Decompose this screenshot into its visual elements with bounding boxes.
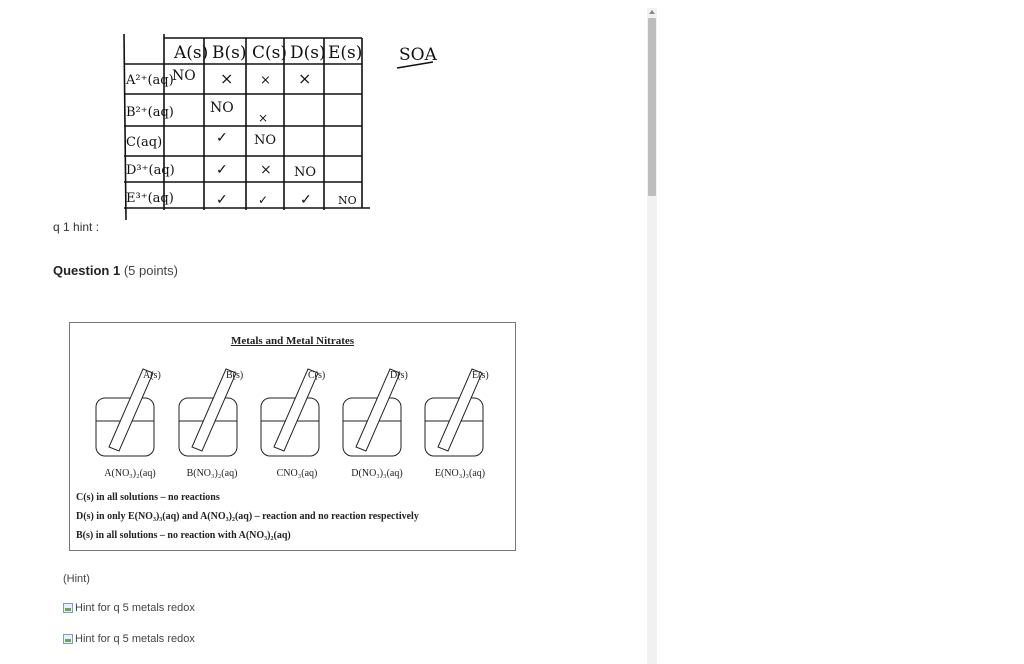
scrollbar-thumb[interactable] [648,18,656,196]
soa-note [395,38,445,78]
statement-2: D(s) in only E(NO₃)₃(aq) and A(NO₃)₂(aq) – reaction and no reaction respectively [76,511,419,522]
row-header-d: D³⁺(aq) [126,163,175,178]
vertical-scrollbar[interactable] [647,8,657,664]
row-header-a: A²⁺(aq) [126,73,174,88]
metal-strip [438,369,482,451]
statement-3: B(s) in all solutions – no reaction with A(NO₃)₂(aq) [76,530,291,541]
hint-image-2 [63,633,195,645]
cell: NO [338,194,357,207]
col-header-a: A(s) [174,43,209,63]
hint-label: q 1 hint : [53,220,100,234]
metal-label: D(s) [390,370,408,381]
col-header-c: C(s) [252,43,287,63]
soa-note-text: SOA [399,45,437,65]
scroll-up-arrow-icon[interactable] [649,10,655,14]
col-header-d: D(s) [290,43,326,63]
solution-label-e: E(NO₃)₃(aq) [434,468,486,479]
cell: ✓ [300,192,312,208]
hint-image-1 [63,602,195,614]
cell: NO [210,100,234,116]
question-title [53,263,178,278]
solution-label-c: CNO₃(aq) [276,468,318,479]
col-header-e: E(s) [328,43,363,63]
cell: × [258,111,269,125]
row-header-b: B²⁺(aq) [126,105,174,120]
figure-title: Metals and Metal Nitrates [230,335,355,347]
cell: × [260,73,271,88]
cell: ✓ [216,162,228,178]
hint-text: (Hint) [63,573,90,585]
cell: NO [172,68,196,84]
cell: × [220,69,234,88]
solution-label-a: A(NO₃)₂(aq) [104,468,156,479]
solution-label-d: D(NO₃)₃(aq) [351,468,403,479]
metal-strip [274,369,318,451]
broken-image-icon [63,634,73,644]
cell: × [298,69,312,88]
row-header-c: C(aq) [126,135,163,150]
metal-label: C(s) [308,370,326,381]
cell: ✓ [258,193,269,207]
question-number: Question 1 [53,263,121,278]
cell: NO [254,133,277,148]
beakers-diagram [70,323,517,463]
handwritten-reactivity-table [112,30,372,225]
metal-label: E(s) [472,370,489,381]
cell: NO [294,165,317,180]
question-figure [69,322,516,551]
hint-image-alt: Hint for q 5 metals redox [75,633,195,645]
hint-image-alt: Hint for q 5 metals redox [75,602,195,614]
metal-strip [356,369,400,451]
broken-image-icon [63,603,73,613]
metal-label: B(s) [226,370,244,381]
question-points: (5 points) [123,263,179,278]
cell: ✓ [216,192,228,208]
cell: ✓ [216,130,228,146]
solution-label-b: B(NO₃)₂(aq) [186,468,238,479]
col-header-b: B(s) [212,43,247,63]
metal-strip [109,369,153,451]
statement-1: C(s) in all solutions – no reactions [76,492,220,503]
row-header-e: E³⁺(aq) [126,191,174,206]
cell: × [260,162,272,178]
metal-label: A(s) [143,370,161,381]
metal-strip [192,369,236,451]
